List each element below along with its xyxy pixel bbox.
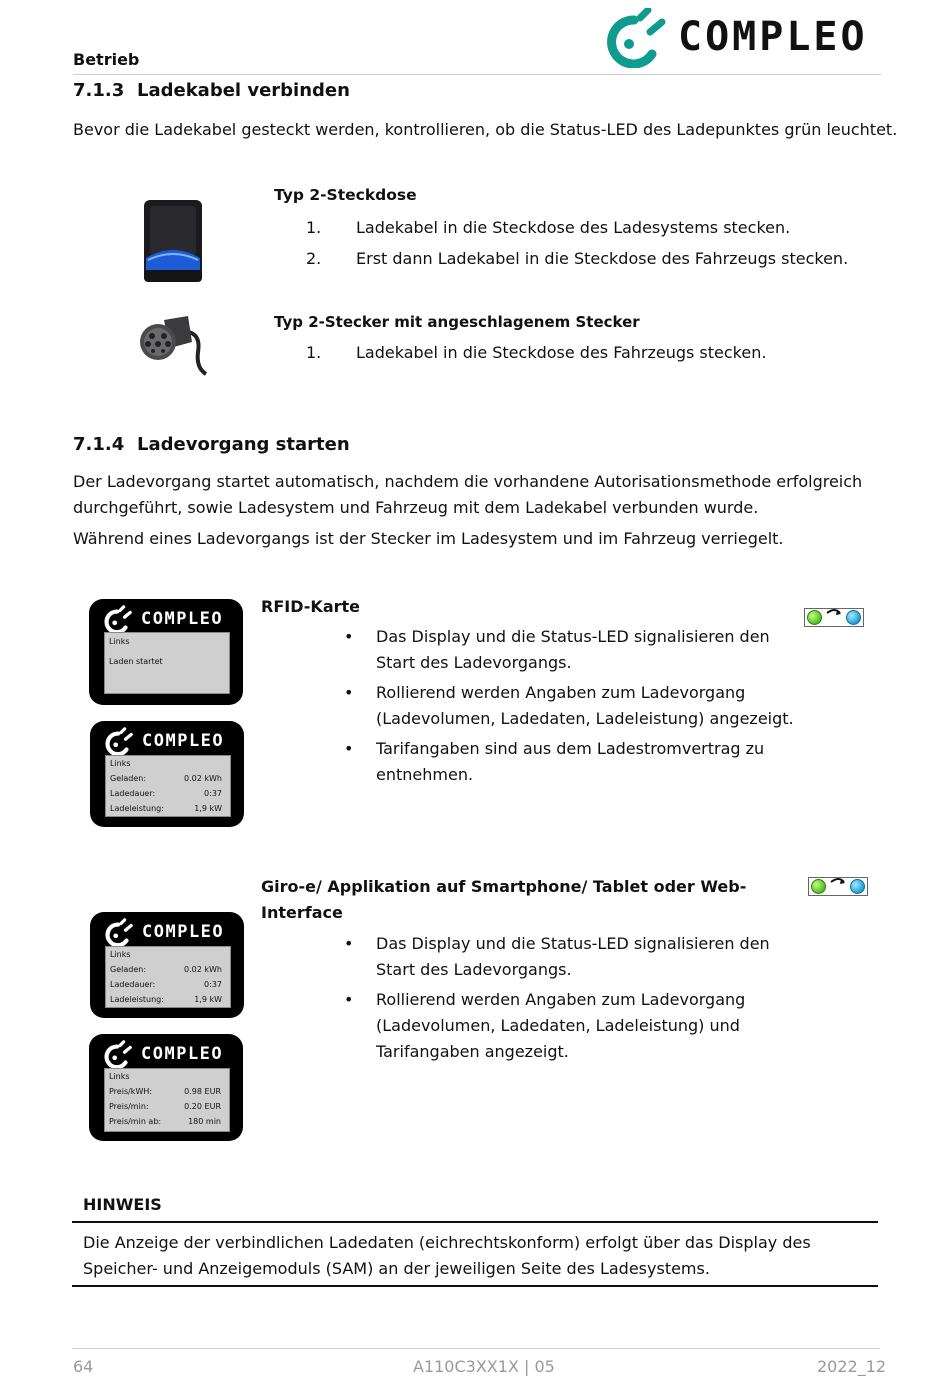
note-title: HINWEIS — [83, 1195, 162, 1214]
plug-title: Typ 2-Stecker mit angeschlagenem Stecker — [274, 313, 640, 331]
body-text: Der Ladevorgang startet automatisch, nachdem die vorhandene Autorisationsmethode erfolgreich — [73, 472, 863, 491]
body-text: Während eines Ladevorgangs ist der Stecker im Ladesystem und im Fahrzeug verriegelt. — [73, 529, 784, 548]
compleo-plug-icon — [104, 918, 134, 948]
section-number: 7.1.3 — [73, 80, 125, 101]
charger-display — [90, 912, 244, 1018]
socket-step: 2. Erst dann Ladekabel in die Steckdose des Fahrzeugs stecken. — [306, 249, 849, 268]
section-713-heading — [73, 80, 350, 101]
display-logo: COMPLEO — [103, 1040, 233, 1070]
socket-title: Typ 2-Steckdose — [274, 186, 417, 204]
list-item: • Das Display und die Status-LED signalisieren den Start des Ladevorgangs. — [344, 627, 770, 672]
rfid-title: RFID-Karte — [261, 597, 361, 616]
list-item: • Rollierend werden Angaben zum Ladevorgang (Ladevolumen, Ladedaten, Ladeleistung) angezeigt. — [344, 683, 794, 728]
giro-bullet-list — [344, 931, 796, 1069]
arrow-right-icon — [829, 876, 849, 890]
body-text: durchgeführt, sowie Ladesystem und Fahrzeug mit dem Ladekabel verbunden wurde. — [73, 498, 759, 517]
note-text: Die Anzeige der verbindlichen Ladedaten (eichrechtskonform) erfolgt über das Display des Speicher- und Anzeigemoduls (SAM) an der jeweiligen Seite des Ladesystems. — [83, 1233, 811, 1278]
giro-title: Interface — [261, 903, 343, 922]
display-logo: COMPLEO — [103, 605, 233, 635]
display-screen: Links Geladen: 0.02 kWh Ladedauer: 0:37 Ladeleistung: 1,9 kW — [105, 946, 231, 1008]
charger-display — [89, 1034, 243, 1141]
compleo-plug-icon — [104, 727, 134, 757]
list-item: • Rollierend werden Angaben zum Ladevorgang (Ladevolumen, Ladedaten, Ladeleistung) und Tarifangaben angezeigt. — [344, 990, 746, 1061]
list-item: • Tarifangaben sind aus dem Ladestromvertrag zu entnehmen. — [344, 739, 765, 784]
giro-title: Giro-e/ Applikation auf Smartphone/ Tablet oder Web- — [261, 877, 747, 896]
rfid-bullet-list — [344, 624, 796, 792]
page-number: 64 — [73, 1357, 94, 1376]
section-number: 7.1.4 — [73, 434, 125, 455]
brand-name: COMPLEO — [678, 14, 868, 60]
display-screen: Links Preis/kWH: 0.98 EUR Preis/min: 0.20 EUR Preis/min ab: 180 min — [104, 1068, 230, 1132]
list-item: • Das Display und die Status-LED signalisieren den Start des Ladevorgangs. — [344, 934, 770, 979]
arrow-right-icon — [825, 607, 845, 621]
section-label: Betrieb — [73, 50, 140, 69]
blue-led-icon — [846, 610, 861, 625]
plug-step: 1. Ladekabel in die Steckdose des Fahrzeugs stecken. — [306, 343, 767, 362]
status-led-indicator — [808, 877, 868, 896]
socket-step: 1. Ladekabel in die Steckdose des Ladesystems stecken. — [306, 218, 791, 237]
display-logo: COMPLEO — [104, 918, 234, 948]
document-date: 2022_12 — [817, 1357, 887, 1376]
charger-display — [89, 599, 243, 705]
display-logo: COMPLEO — [104, 727, 234, 757]
section-title: Ladevorgang starten — [137, 434, 350, 455]
display-screen: Links Laden startet — [104, 632, 230, 694]
compleo-plug-icon — [604, 8, 668, 68]
display-screen: Links Geladen: 0.02 kWh Ladedauer: 0:37 Ladeleistung: 1,9 kW — [105, 755, 231, 817]
charger-display — [90, 721, 244, 827]
document-id: A110C3XX1X | 05 — [413, 1357, 555, 1376]
brand-logo — [604, 8, 874, 68]
section-714-heading — [73, 434, 350, 455]
intro-text: Bevor die Ladekabel gesteckt werden, kontrollieren, ob die Status-LED des Ladepunktes grün leuchtet. — [73, 120, 898, 139]
note-top-rule — [72, 1221, 878, 1223]
type2-socket-image — [140, 198, 206, 284]
green-led-icon — [807, 610, 822, 625]
section-title: Ladekabel verbinden — [137, 80, 350, 101]
note-bottom-rule — [72, 1285, 878, 1287]
green-led-icon — [811, 879, 826, 894]
status-led-indicator — [804, 608, 864, 627]
blue-led-icon — [850, 879, 865, 894]
footer-divider — [72, 1348, 880, 1349]
type2-plug-image — [136, 312, 210, 378]
compleo-plug-icon — [103, 605, 133, 635]
header-divider — [73, 74, 881, 75]
compleo-plug-icon — [103, 1040, 133, 1070]
